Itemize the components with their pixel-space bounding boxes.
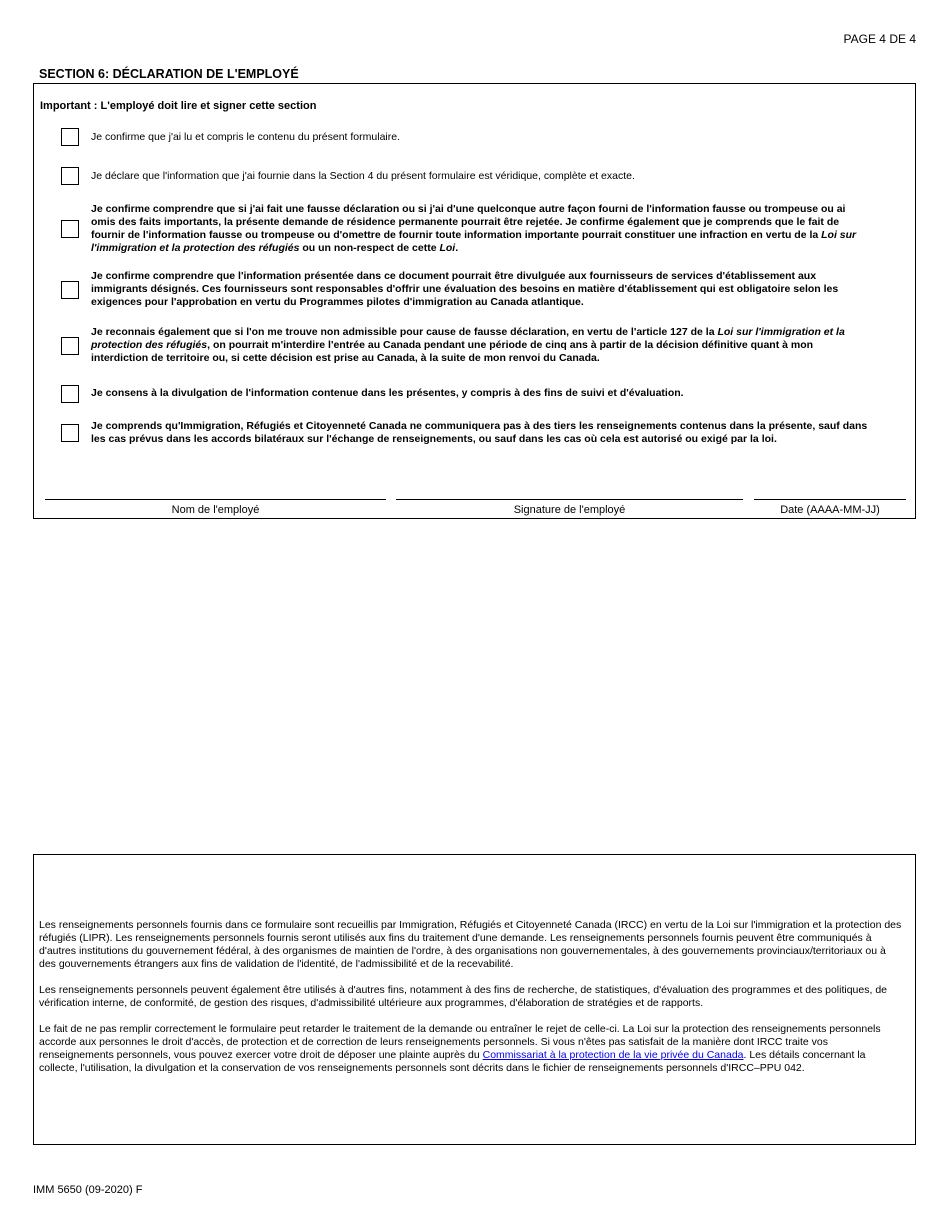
declaration-text-part: Je confirme comprendre que si j'ai fait une fausse déclaration ou si j'ai d'une quelconque autre façon fourni de l'information fausse ou trompeuse ou ai omis des faits importants, la présente demande de résidence permanente pourrait être rejetée. Je confirme également que je comprends que le fait de fournir de l'information fausse ou trompeuse ou d'omettre de fournir toute information importante pourrait constituer une infraction en vertu de la xyxy=(91,203,846,241)
declaration-text-part: Je consens à la divulgation de l'information contenue dans les présentes, y compris à des fins de suivi et d'évaluation. xyxy=(91,387,684,399)
declaration-text-part: ou un non-respect de cette xyxy=(299,242,440,254)
privacy-notice-box xyxy=(33,854,916,1145)
declaration-text-part: . xyxy=(455,242,459,254)
law-title-italic: Loi sur l'immigration et la protection des réfugiés xyxy=(91,326,845,351)
declaration-text-part: , on pourrait m'interdire l'entrée au Canada pendant une période de cinq ans à partir de la décision définitive quant à mon interdiction de territoire ou, si cette décision est prise au Canada, à la suite de mon renvoi du Canada. xyxy=(91,339,814,364)
date-field[interactable] xyxy=(754,499,906,500)
declaration-text-part: Je confirme que j'ai lu et compris le contenu du présent formulaire. xyxy=(91,131,400,143)
declaration-text-part: Je confirme comprendre que l'information présentée dans ce document pourrait être divulguée aux fournisseurs de services d'établissement aux immigrants désignés. Ces fournisseurs sont responsables d'offrir une évaluation des besoins en matière d'établissement qui est obligatoire selon les exigences pour l'approbation en vertu du Programmes pilotes d'immigration au Canada atlantique. xyxy=(91,270,839,308)
declaration-checkbox-7[interactable] xyxy=(61,424,79,442)
form-identifier: IMM 5650 (09-2020) F xyxy=(33,1184,143,1196)
declaration-text-2 xyxy=(91,170,869,183)
declaration-checkbox-3[interactable] xyxy=(61,220,79,238)
declaration-text-7 xyxy=(91,420,869,446)
declaration-text-5 xyxy=(91,326,869,365)
law-title-italic: Loi sur l'immigration et la protection des réfugiés xyxy=(91,229,857,254)
declaration-text-4 xyxy=(91,270,869,309)
declaration-text-part: Je déclare que l'information que j'ai fournie dans la Section 4 du présent formulaire est véridique, complète et exacte. xyxy=(91,170,635,182)
declaration-text-part: Je comprends qu'Immigration, Réfugiés et Citoyenneté Canada ne communiquera pas à des tiers les renseignements contenus dans la présente, sauf dans les cas prévus dans les accords bilatéraux sur l'échange de renseignements, ou sauf dans les cas où cela est autorisé ou exigé par la loi. xyxy=(91,420,868,445)
declaration-text-1 xyxy=(91,131,869,144)
employee-name-field[interactable] xyxy=(45,499,386,500)
employee-signature-field[interactable] xyxy=(396,499,743,500)
declaration-text-3 xyxy=(91,203,869,255)
law-short-italic: Loi xyxy=(439,242,456,254)
declaration-checkbox-2[interactable] xyxy=(61,167,79,185)
privacy-text: Le fait de ne pas remplir correctement le formulaire peut retarder le traitement de la demande ou entraîner le rejet de celle-ci. La Loi sur la protection des renseignements personnels accorde aux personnes le droit d'accès, de protection et de correction de leurs renseignements personnels. Si vous n'êtes pas satisfait de la manière dont IRCC traite vos renseignements personnels, vous pouvez exercer votre droit de déposer une plainte auprès du xyxy=(39,1023,881,1061)
declaration-checkbox-6[interactable] xyxy=(61,385,79,403)
declaration-checkbox-1[interactable] xyxy=(61,128,79,146)
declaration-text-part: Je reconnais également que si l'on me trouve non admissible pour cause de fausse déclaration, en vertu de l'article 127 de la xyxy=(91,326,718,338)
employee-signature-label: Signature de l'employé xyxy=(513,504,626,516)
declaration-text-6 xyxy=(91,387,869,400)
section-title: SECTION 6: DÉCLARATION DE L'EMPLOYÉ xyxy=(39,67,299,81)
important-note: Important : L'employé doit lire et signer cette section xyxy=(40,100,317,112)
declaration-checkbox-5[interactable] xyxy=(61,337,79,355)
declaration-checkbox-4[interactable] xyxy=(61,281,79,299)
date-label: Date (AAAA-MM-JJ) xyxy=(780,504,880,516)
privacy-paragraph-1: Les renseignements personnels fournis dans ce formulaire sont recueillis par Immigration, Réfugiés et Citoyenneté Canada (IRCC) en vertu de la Loi sur l'immigration et la protection des réfugiés (LIPR). Les renseignements personnels fournis seront utilisés aux fins du traitement d'une demande. Les renseignements personnels fournis peuvent être communiqués à d'autres institutions du gouvernement fédéral, à des organismes de maintien de l'ordre, à des organisations non gouvernementales, à des gouvernements provinciaux/territoriaux ou à des gouvernements étrangers aux fins de validation de l'identité, de l'admissibilité et de la recevabilité. xyxy=(39,919,902,970)
employee-declaration-box xyxy=(33,83,916,519)
employee-name-label: Nom de l'employé xyxy=(171,504,260,516)
privacy-commissioner-link[interactable]: Commissariat à la protection de la vie privée du Canada xyxy=(482,1049,744,1061)
privacy-paragraph-3 xyxy=(39,1023,905,1075)
privacy-paragraph-2: Les renseignements personnels peuvent également être utilisés à d'autres fins, notamment à des fins de recherche, de statistiques, d'évaluation des programmes et des politiques, de vérification interne, de conformité, de gestion des risques, d'admissibilité ultérieure aux programmes, d'élaboration de stratégies et de rapports. xyxy=(39,984,887,1009)
page-number: PAGE 4 DE 4 xyxy=(843,32,916,46)
privacy-text: . Les détails concernant la collecte, l'utilisation, la divulgation et la conservation de vos renseignements personnels sont décrits dans le fichier de renseignements personnels d'IRCC–PPU 042. xyxy=(39,1049,866,1074)
